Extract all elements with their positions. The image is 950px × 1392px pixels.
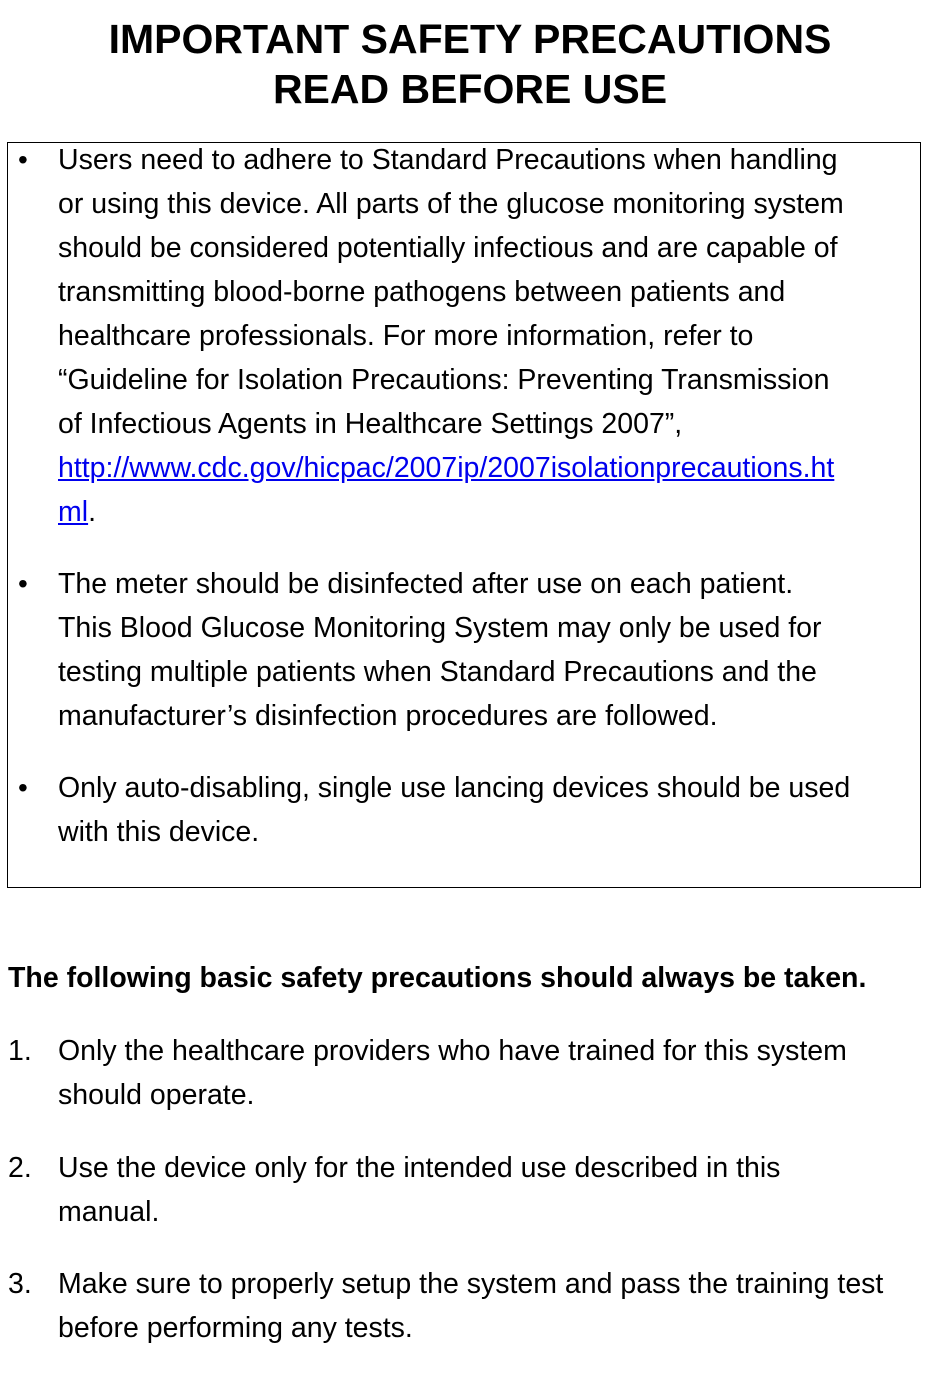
item-line: before performing any tests.	[58, 1312, 413, 1344]
bullet-line: or using this device. All parts of the glucose monitoring system	[58, 188, 844, 220]
link-suffix: .	[88, 496, 96, 528]
cdc-link[interactable]: http://www.cdc.gov/hicpac/2007ip/2007isolationprecautions.ht	[58, 452, 835, 484]
page-title	[0, 14, 940, 114]
bullet-line: of Infectious Agents in Healthcare Settings 2007”,	[58, 408, 683, 440]
bullet-icon: •	[18, 144, 28, 175]
bullet-line: testing multiple patients when Standard Precautions and the	[58, 656, 817, 688]
bullet-line: should be considered potentially infectious and are capable of	[58, 232, 838, 264]
bullet-line: healthcare professionals. For more information, refer to	[58, 320, 754, 352]
bullet-line: with this device.	[58, 816, 260, 848]
precaution-item-2	[58, 1146, 780, 1234]
item-number: 3.	[8, 1268, 32, 1300]
bullet-line: Only auto-disabling, single use lancing devices should be used	[58, 772, 851, 804]
bullet-lancing-devices	[58, 766, 850, 854]
item-line: Only the healthcare providers who have trained for this system	[58, 1035, 847, 1067]
bullet-line: “Guideline for Isolation Precautions: Preventing Transmission	[58, 364, 830, 396]
item-line: Make sure to properly setup the system and pass the training test	[58, 1268, 884, 1300]
bullet-line: transmitting blood-borne pathogens between patients and	[58, 276, 786, 308]
item-line: Use the device only for the intended use described in this	[58, 1152, 781, 1184]
bullet-line: The meter should be disinfected after use on each patient.	[58, 568, 794, 600]
bullet-disinfection	[58, 562, 822, 738]
bullet-icon: •	[18, 772, 28, 803]
bullet-line: Users need to adhere to Standard Precautions when handling	[58, 144, 838, 176]
bullet-line: manufacturer’s disinfection procedures are followed.	[58, 700, 718, 732]
item-number: 1.	[8, 1035, 32, 1067]
precaution-item-1	[58, 1029, 847, 1117]
bullet-line: This Blood Glucose Monitoring System may only be used for	[58, 612, 822, 644]
cdc-link-line-1	[58, 446, 844, 490]
item-line: should operate.	[58, 1079, 255, 1111]
precaution-item-3	[58, 1262, 883, 1350]
cdc-link-line-2	[58, 490, 844, 534]
basic-precautions-heading: The following basic safety precautions should always be taken.	[8, 962, 867, 994]
bullet-standard-precautions	[58, 138, 844, 534]
title-line-2: READ BEFORE USE	[272, 66, 668, 112]
item-number: 2.	[8, 1152, 32, 1184]
cdc-link-continued[interactable]: ml	[58, 496, 89, 528]
item-line: manual.	[58, 1196, 160, 1228]
bullet-icon: •	[18, 568, 28, 599]
title-line-1: IMPORTANT SAFETY PRECAUTIONS	[108, 16, 832, 62]
